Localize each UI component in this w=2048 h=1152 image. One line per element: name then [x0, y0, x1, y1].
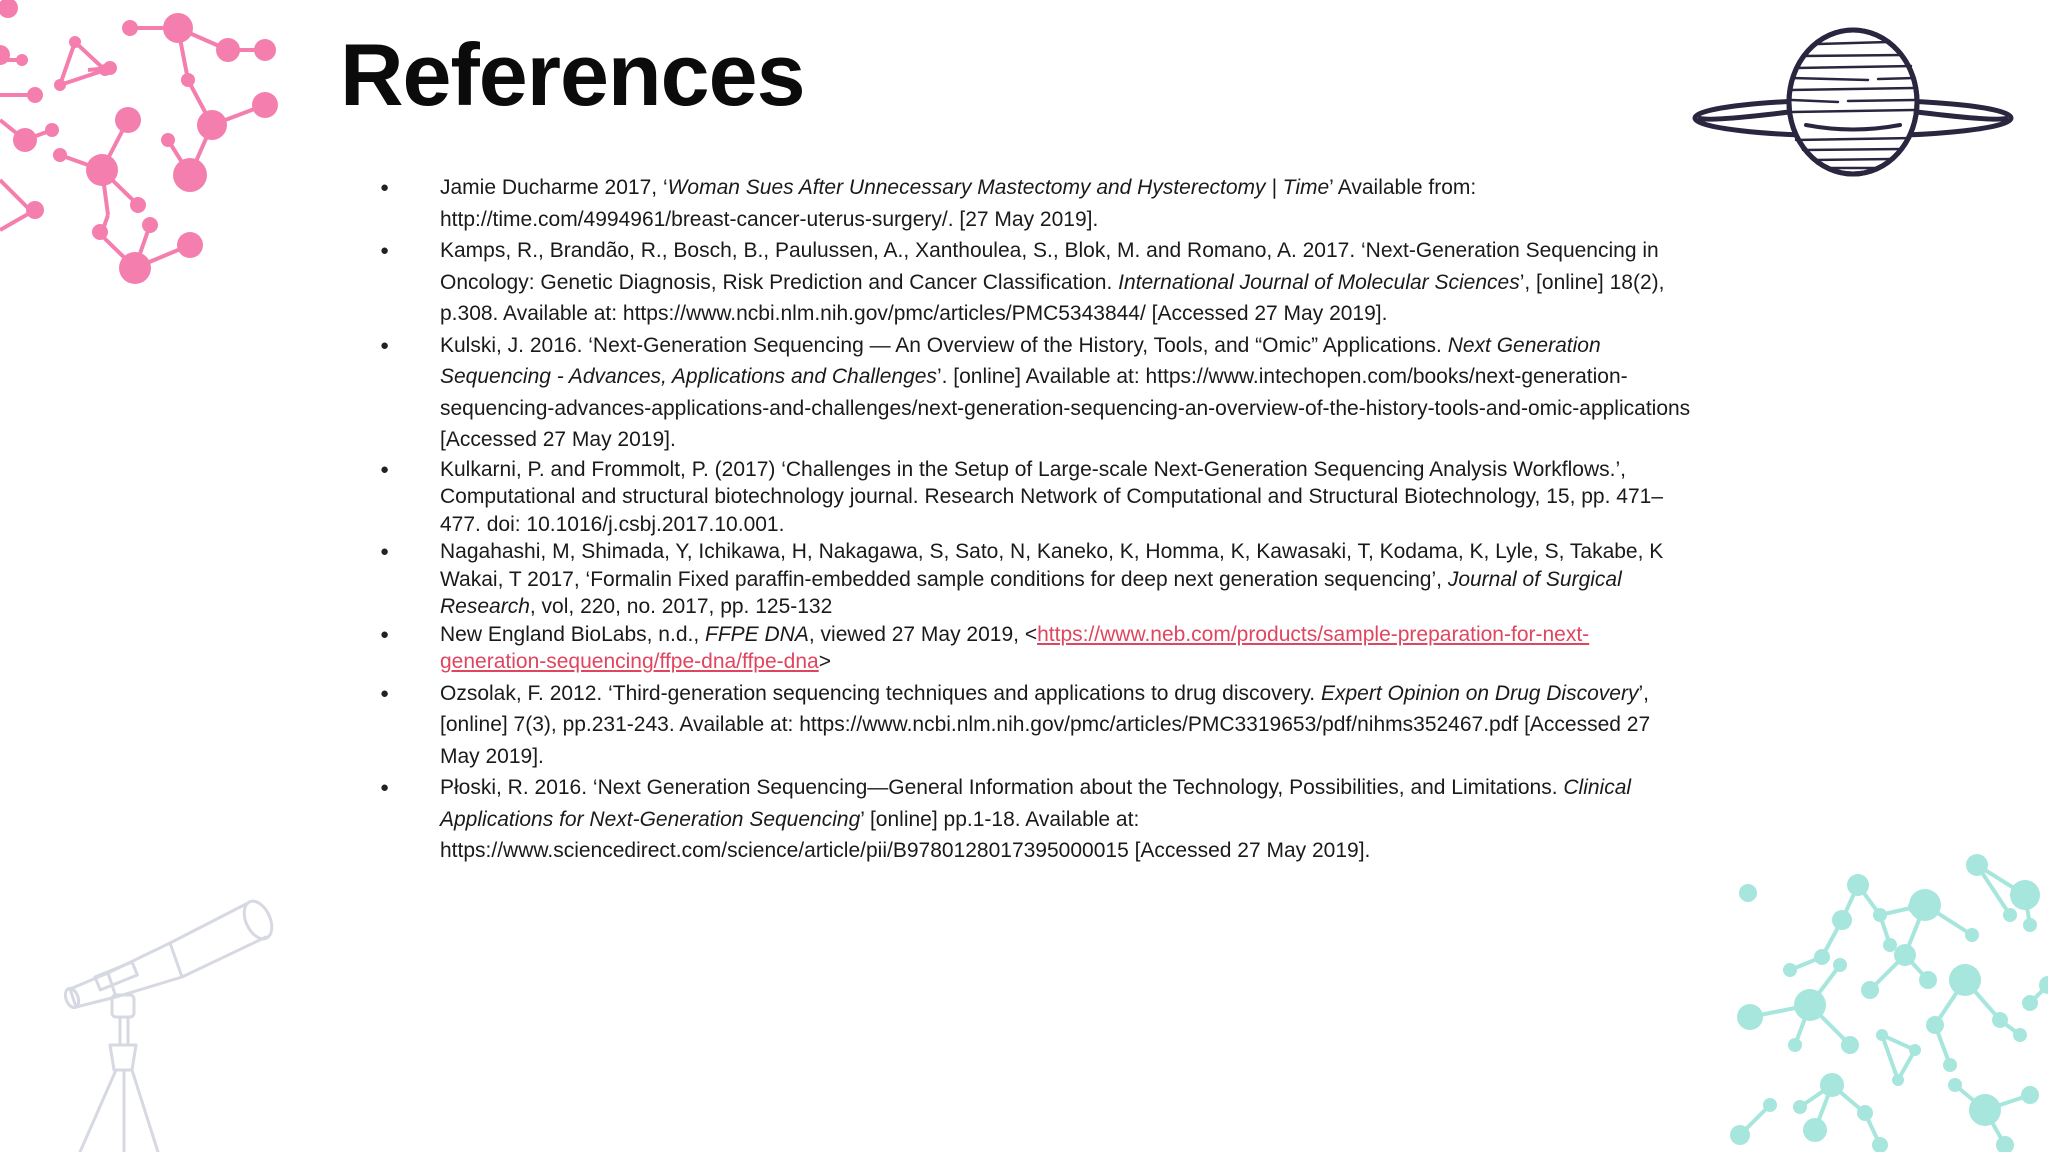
reference-italic-text: International Journal of Molecular Sciences — [1118, 270, 1520, 294]
reference-text: ’. [online] Available at: https://www.intechopen.com/books/next-generation-sequencing-advances-applications-and-challenges/next-generation-sequencing-an-overview-of-the-history-tools-and-omic-applications [Accessed 27 May 2019]. — [440, 365, 1691, 451]
reference-item — [372, 678, 1692, 773]
reference-text: Nagahashi, M, Shimada, Y, Ichikawa, H, Nakagawa, S, Sato, N, Kaneko, K, Homma, K, Kawasaki, T, Kodama, K, Lyle, S, Takabe, K Wakai, T 2017, ‘Formalin Fixed paraffin-embedded sample conditions for deep next generation sequencing’, — [440, 540, 1664, 591]
reference-italic-text: Next Generation Sequencing - Advances, Applications and Challenges — [440, 333, 1601, 388]
reference-italic-text: Clinical Applications for Next-Generation Sequencing — [440, 776, 1632, 831]
reference-text: ’, [online] 7(3), pp.231-243. Available at: https://www.ncbi.nlm.nih.gov/pmc/articles/PMC3319653/pdf/nihms352467.pdf [Accessed 27 May 2019]. — [440, 681, 1651, 768]
reference-text: Kamps, R., Brandão, R., Bosch, B., Paulussen, A., Xanthoulea, S., Blok, M. and Romano, A. 2017. ‘Next-Generation Sequencing in Oncology: Genetic Diagnosis, Risk Prediction and Cancer Classification. — [440, 239, 1659, 294]
reference-text: > — [818, 650, 831, 673]
reference-item — [372, 330, 1692, 456]
reference-item — [372, 172, 1692, 235]
reference-item — [372, 538, 1692, 621]
reference-text: Jamie Ducharme 2017, ‘ — [440, 176, 668, 199]
reference-text: ’ Available from: http://time.com/4994961/breast-cancer-uterus-surgery/. [27 May 2019]. — [440, 176, 1477, 231]
reference-link[interactable]: https://www.neb.com/products/sample-preparation-for-next-generation-sequencing/ffpe-dna/ffpe-dna — [440, 622, 1590, 673]
reference-text: New England BioLabs, n.d., — [440, 622, 706, 646]
reference-italic-text: Woman Sues After Unnecessary Mastectomy and Hysterectomy | Time — [667, 176, 1330, 199]
reference-italic-text: Expert Opinion on Drug Discovery — [1320, 681, 1639, 705]
reference-item — [372, 456, 1692, 539]
reference-italic-text: FFPE DNA — [705, 622, 809, 646]
reference-list — [372, 172, 1692, 867]
planet-icon — [1688, 22, 2018, 182]
molecule-teal-icon — [1730, 845, 2048, 1152]
reference-text: , viewed 27 May 2019, < — [808, 622, 1038, 646]
telescope-icon — [40, 895, 290, 1152]
reference-text: Kulski, J. 2016. ‘Next-Generation Sequencing — An Overview of the History, Tools, and “Omic” Applications. — [440, 333, 1448, 357]
reference-italic-text: Journal of Surgical Research — [440, 567, 1622, 618]
reference-text: ’ [online] pp.1-18. Available at: https://www.sciencedirect.com/science/article/pii/B9780128017395000015 [Accessed 27 May 2019]. — [440, 807, 1371, 862]
reference-item — [372, 621, 1692, 676]
reference-text: ’, [online] 18(2), p.308. Available at: https://www.ncbi.nlm.nih.gov/pmc/articles/PMC5343844/ [Accessed 27 May 2019]. — [440, 270, 1665, 325]
reference-text: , vol, 220, no. 2017, pp. 125-132 — [529, 595, 833, 618]
reference-text: Ozsolak, F. 2012. ‘Third-generation sequencing techniques and applications to drug discovery. — [440, 681, 1321, 705]
page-title: References — [340, 25, 805, 124]
reference-item — [372, 772, 1692, 867]
reference-text: Kulkarni, P. and Frommolt, P. (2017) ‘Challenges in the Setup of Large-scale Next-Generation Sequencing Analysis Workflows.’, Computational and structural biotechnology journal. Research Network of Computational and Structural Biotechnology, 15, pp. 471–477. doi: 10.1016/j.csbj.2017.10.001. — [440, 457, 1663, 536]
reference-text: Płoski, R. 2016. ‘Next Generation Sequencing—General Information about the Technology, Possibilities, and Limitations. — [440, 776, 1564, 799]
reference-item — [372, 235, 1692, 330]
molecule-pink-icon — [0, 0, 290, 295]
